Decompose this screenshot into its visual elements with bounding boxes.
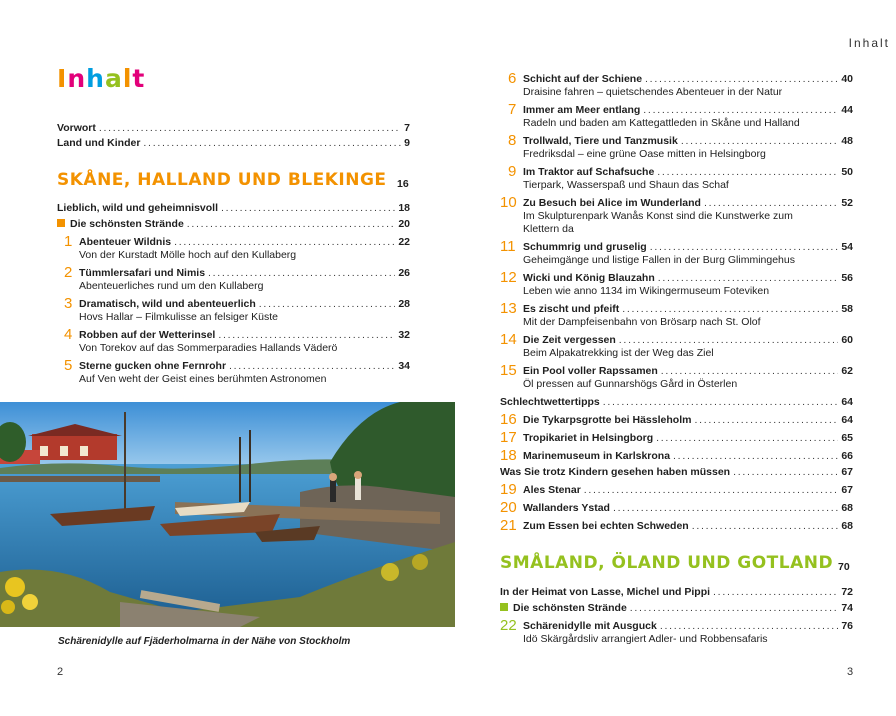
- leader-dots: [704, 197, 838, 210]
- toc-page: 64: [841, 414, 853, 426]
- leader-dots: [218, 329, 395, 342]
- leader-dots: [733, 466, 838, 479]
- toc-entry-item[interactable]: [523, 334, 853, 347]
- item-number: 19: [500, 481, 517, 498]
- item-number: 21: [500, 517, 517, 534]
- toc-entry-item[interactable]: [523, 135, 853, 148]
- toc-entry-item[interactable]: [523, 73, 853, 86]
- toc-page: 64: [841, 396, 853, 408]
- toc-page: 67: [841, 466, 853, 478]
- toc-label: Schummrig und gruselig: [523, 241, 647, 253]
- leader-dots: [99, 122, 401, 135]
- item-number: 3: [64, 295, 73, 312]
- toc-entry-item[interactable]: [79, 236, 410, 249]
- toc-label: In der Heimat von Lasse, Michel und Pippi: [500, 586, 711, 598]
- title-letter: h: [86, 64, 105, 93]
- leader-dots: [187, 218, 396, 231]
- toc-label: Ales Stenar: [523, 484, 581, 496]
- leader-dots: [661, 365, 839, 378]
- toc-page: 48: [841, 135, 853, 147]
- toc-entry-vorwort[interactable]: [57, 122, 410, 135]
- item-number: 18: [500, 447, 517, 464]
- toc-page: 18: [398, 202, 410, 214]
- toc-page: 26: [398, 267, 410, 279]
- leader-dots: [208, 267, 395, 280]
- toc-entry-item[interactable]: [523, 197, 853, 210]
- title-letter: I: [57, 64, 68, 93]
- right-page: [448, 0, 896, 716]
- item-number: 14: [500, 331, 517, 348]
- title-letter: l: [122, 64, 133, 93]
- toc-entry-must-see[interactable]: [500, 466, 853, 479]
- leader-dots: [694, 414, 838, 427]
- toc-label: Schärenidylle mit Ausguck: [523, 620, 657, 632]
- item-number: 16: [500, 411, 517, 428]
- toc-entry-item[interactable]: [79, 329, 410, 342]
- photo-caption: Schärenidylle auf Fjäderholmarna in der Nähe von Stockholm: [58, 636, 351, 647]
- item-number: 1: [64, 233, 73, 250]
- toc-page: 72: [841, 586, 853, 598]
- item-subtitle: Tierpark, Wasserspaß und Shaun das Schaf: [523, 179, 729, 191]
- toc-label: Immer am Meer entlang: [523, 104, 641, 116]
- title-letter: a: [104, 64, 123, 93]
- leader-dots: [673, 450, 838, 463]
- item-number: 9: [508, 163, 517, 180]
- section-heading: SMÅLAND, ÖLAND UND GOTLAND: [500, 553, 834, 573]
- item-subtitle: Von der Kurstadt Mölle hoch auf den Kullaberg: [79, 249, 297, 261]
- toc-entry-item[interactable]: [523, 272, 853, 285]
- toc-label: Tropikariet in Helsingborg: [523, 432, 654, 444]
- item-number: 22: [500, 617, 517, 634]
- leader-dots: [229, 360, 395, 373]
- toc-entry-heimat[interactable]: [500, 586, 853, 599]
- toc-label: Im Traktor auf Schafsuche: [523, 166, 655, 178]
- section-page: 16: [397, 178, 409, 190]
- toc-page: 74: [841, 602, 853, 614]
- item-number: 11: [500, 238, 516, 255]
- item-subtitle-cont: Klettern da: [523, 223, 574, 235]
- leader-dots: [603, 396, 839, 409]
- toc-page: 32: [398, 329, 410, 341]
- toc-entry-item[interactable]: [523, 432, 853, 445]
- item-number: 13: [500, 300, 517, 317]
- item-subtitle: Fredriksdal – eine grüne Oase mitten in Helsingborg: [523, 148, 766, 160]
- toc-label: Die schönsten Strände: [70, 218, 184, 230]
- item-subtitle: Hovs Hallar – Filmkulisse an felsiger Küste: [79, 311, 278, 323]
- item-number: 20: [500, 499, 517, 516]
- leader-dots: [660, 620, 838, 633]
- toc-page: 60: [841, 334, 853, 346]
- toc-page: 44: [841, 104, 853, 116]
- toc-entry-beaches2[interactable]: [500, 602, 853, 615]
- item-number: 6: [508, 70, 517, 87]
- item-subtitle: Von Torekov auf das Sommerparadies Hallands Väderö: [79, 342, 338, 354]
- toc-page: 50: [841, 166, 853, 178]
- toc-label: Sterne gucken ohne Fernrohr: [79, 360, 227, 372]
- toc-page: 40: [841, 73, 853, 85]
- toc-label: Wallanders Ystad: [523, 502, 610, 514]
- toc-label: Trollwald, Tiere und Tanzmusik: [523, 135, 678, 147]
- title-letter: t: [132, 64, 146, 93]
- toc-entry-item[interactable]: [523, 450, 853, 463]
- item-number: 5: [64, 357, 73, 374]
- toc-entry-item[interactable]: [523, 241, 853, 254]
- item-subtitle: Öl pressen auf Gunnarshögs Gård in Österlen: [523, 378, 738, 390]
- toc-page: 28: [398, 298, 410, 310]
- toc-label: Tümmlersafari und Nimis: [79, 267, 206, 279]
- toc-page: 65: [841, 432, 853, 444]
- toc-page: 9: [404, 137, 410, 149]
- leader-dots: [174, 236, 395, 249]
- toc-entry-land[interactable]: [57, 137, 410, 150]
- toc-entry-beaches[interactable]: [57, 218, 410, 231]
- item-number: 15: [500, 362, 517, 379]
- leader-dots: [681, 135, 839, 148]
- toc-label: Die schönsten Strände: [513, 602, 627, 614]
- toc-page: 76: [841, 620, 853, 632]
- harbor-photo-illustration: [0, 402, 455, 627]
- toc-page: 68: [841, 520, 853, 532]
- toc-page: 7: [404, 122, 410, 134]
- toc-entry-item[interactable]: [79, 298, 410, 311]
- toc-entry-item[interactable]: [523, 365, 853, 378]
- running-header: Inhalt: [848, 36, 890, 50]
- square-bullet-icon: [57, 219, 65, 227]
- toc-entry-item[interactable]: [523, 104, 853, 117]
- item-subtitle: Idö Skärgårdsliv arrangiert Adler- und Robbensafaris: [523, 633, 768, 645]
- title-letter: n: [67, 64, 87, 93]
- square-bullet-icon: [500, 603, 508, 611]
- toc-entry-item[interactable]: [523, 502, 853, 515]
- leader-dots: [143, 137, 401, 150]
- leader-dots: [658, 272, 839, 285]
- toc-label: Schicht auf der Schiene: [523, 73, 643, 85]
- item-subtitle: Auf Ven weht der Geist eines berühmten Astronomen: [79, 373, 327, 385]
- toc-page: 66: [841, 450, 853, 462]
- toc-label: Land und Kinder: [57, 137, 141, 149]
- item-subtitle: Abenteuerliches rund um den Kullaberg: [79, 280, 264, 292]
- toc-label: Dramatisch, wild und abenteuerlich: [79, 298, 256, 310]
- toc-label: Robben auf der Wetterinsel: [79, 329, 216, 341]
- toc-page: 56: [841, 272, 853, 284]
- toc-label: Lieblich, wild und geheimnisvoll: [57, 202, 219, 214]
- toc-entry-item[interactable]: [523, 620, 853, 633]
- toc-label: Was Sie trotz Kindern gesehen haben müssen: [500, 466, 731, 478]
- section-page: 70: [838, 561, 850, 573]
- item-number: 2: [64, 264, 73, 281]
- toc-label: Wicki und König Blauzahn: [523, 272, 655, 284]
- toc-page: 22: [398, 236, 410, 248]
- toc-entry-item[interactable]: [523, 414, 853, 427]
- toc-entry-item[interactable]: [79, 360, 410, 373]
- page-number: 3: [847, 666, 854, 678]
- leader-dots: [713, 586, 838, 599]
- item-number: 8: [508, 132, 517, 149]
- toc-label: Abenteuer Wildnis: [79, 236, 172, 248]
- toc-label: Zum Essen bei echten Schweden: [523, 520, 689, 532]
- toc-label: Schlechtwettertipps: [500, 396, 600, 408]
- toc-entry-item[interactable]: [523, 166, 853, 179]
- page-number: 2: [57, 666, 64, 678]
- toc-page: 58: [841, 303, 853, 315]
- item-subtitle: Leben wie anno 1134 im Wikingermuseum Foteviken: [523, 285, 770, 297]
- item-number: 10: [500, 194, 517, 211]
- toc-label: Es zischt und pfeift: [523, 303, 620, 315]
- toc-label: Ein Pool voller Rapssamen: [523, 365, 658, 377]
- leader-dots: [692, 520, 839, 533]
- item-number: 7: [508, 101, 517, 118]
- leader-dots: [619, 334, 839, 347]
- item-subtitle: Mit der Dampfeisenbahn von Brösarp nach St. Olof: [523, 316, 761, 328]
- leader-dots: [259, 298, 396, 311]
- toc-label: Zu Besuch bei Alice im Wunderland: [523, 197, 701, 209]
- toc-page: 67: [841, 484, 853, 496]
- toc-page: 52: [841, 197, 853, 209]
- toc-entry-item[interactable]: [523, 303, 853, 316]
- toc-label: Vorwort: [57, 122, 96, 134]
- leader-dots: [657, 166, 838, 179]
- toc-label: Die Zeit vergessen: [523, 334, 616, 346]
- toc-page: 68: [841, 502, 853, 514]
- leader-dots: [221, 202, 395, 215]
- item-number: 4: [64, 326, 73, 343]
- leader-dots: [643, 104, 838, 117]
- toc-entry-bad-weather[interactable]: [500, 396, 853, 409]
- section-heading: SKÅNE, HALLAND UND BLEKINGE: [57, 170, 387, 190]
- toc-page: 20: [398, 218, 410, 230]
- item-subtitle: Beim Alpakatrekking ist der Weg das Ziel: [523, 347, 714, 359]
- toc-entry-item[interactable]: [523, 520, 853, 533]
- item-subtitle: Im Skulpturenpark Wanås Konst sind die Kunstwerke zum: [523, 210, 793, 222]
- item-subtitle: Radeln und baden am Kattegattleden in Skåne und Halland: [523, 117, 800, 129]
- leader-dots: [656, 432, 838, 445]
- toc-entry-lieblich[interactable]: [57, 202, 410, 215]
- leader-dots: [584, 484, 839, 497]
- leader-dots: [630, 602, 839, 615]
- toc-page: 62: [841, 365, 853, 377]
- toc-page: 34: [398, 360, 410, 372]
- item-number: 17: [500, 429, 517, 446]
- harbor-photo: [0, 402, 455, 627]
- toc-entry-item[interactable]: [79, 267, 410, 280]
- toc-page: 54: [841, 241, 853, 253]
- leader-dots: [622, 303, 838, 316]
- toc-entry-item[interactable]: [523, 484, 853, 497]
- page-title: [57, 64, 145, 93]
- toc-label: Marinemuseum in Karlskrona: [523, 450, 671, 462]
- leader-dots: [645, 73, 838, 86]
- toc-label: Die Tykarpsgrotte bei Hässleholm: [523, 414, 692, 426]
- item-subtitle: Draisine fahren – quietschendes Abenteuer in der Natur: [523, 86, 783, 98]
- leader-dots: [650, 241, 839, 254]
- leader-dots: [613, 502, 838, 515]
- item-number: 12: [500, 269, 517, 286]
- item-subtitle: Geheimgänge und listige Fallen in der Burg Glimmingehus: [523, 254, 795, 266]
